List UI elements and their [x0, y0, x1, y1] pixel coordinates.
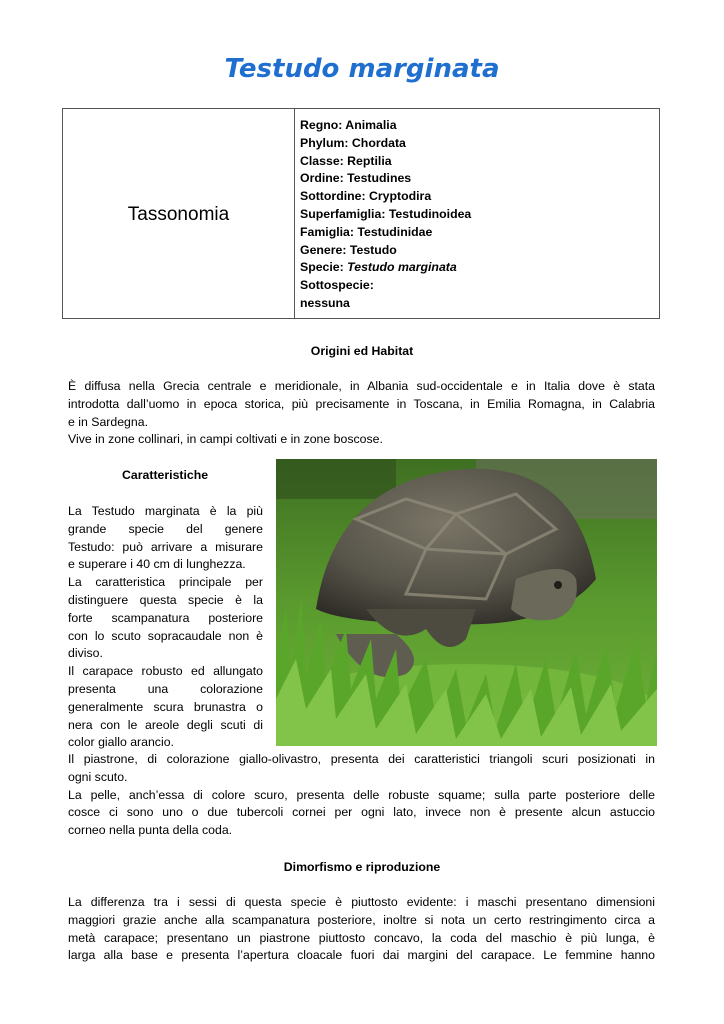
caratteristiche-line: e superare i 40 cm di lunghezza. [68, 557, 246, 572]
caratteristiche-line: La caratteristica principale per [68, 575, 263, 590]
origini-line: Vive in zone collinari, in campi coltivati e in zone boscose. [68, 432, 383, 447]
specie-label: Specie: [300, 260, 348, 275]
taxonomy-table [62, 108, 660, 319]
taxonomy-superfamiglia: Superfamiglia: Testudinoidea [300, 206, 472, 221]
taxonomy-classe: Classe: Reptilia [300, 153, 392, 168]
origini-line: È diffusa nella Grecia centrale e meridionale, in Albania sud-occidentale e in Italia dove è stata [68, 379, 655, 393]
caratteristiche-line: color giallo arancio. [68, 735, 174, 750]
caratteristiche-line: diviso. [68, 646, 103, 661]
caratteristiche-column [68, 503, 263, 752]
dimorfismo-line: metà carapace; presentano un piastrone piuttosto concavo, la coda del maschio è più lunga, è [68, 930, 655, 945]
caratteristiche-line: distinguere questa specie è la [68, 592, 263, 607]
taxonomy-regno: Regno: Animalia [300, 118, 397, 132]
caratteristiche-full-line: La pelle, anch’essa di colore scuro, presenta delle robuste squame; sulla parte posteriore delle [68, 787, 655, 802]
taxonomy-famiglia: Famiglia: Testudinidae [300, 224, 433, 239]
taxonomy-genere: Genere: Testudo [300, 242, 397, 257]
origini-line: introdotta dall’uomo in epoca storica, più precisamente in Toscana, in Emilia Romagna, in Calabria [68, 396, 655, 411]
caratteristiche-line: Il carapace robusto ed allungato [68, 664, 263, 679]
caratteristiche-title: Caratteristiche [122, 468, 209, 482]
document-title: Testudo marginata [224, 54, 500, 84]
dimorfismo-line: maggiori grazie anche alla scampanatura posteriore, inoltre si nota un certo restringimento circa a [68, 912, 655, 927]
taxonomy-heading-cell [63, 109, 295, 318]
caratteristiche-full-line: cosce ci sono uno o due tubercoli cornei per ogni lato, invece non è presente alcun astuccio [68, 805, 655, 820]
caratteristiche-line: forte scampanatura posteriore [68, 610, 263, 625]
dimorfismo-title: Dimorfismo e riproduzione [283, 860, 441, 874]
taxonomy-heading: Tassonomia [127, 204, 230, 225]
caratteristiche-line: nera con le areole degli scuti di [68, 717, 263, 732]
taxonomy-sottospecie: Sottospecie: [300, 278, 374, 293]
caratteristiche-line: generalmente scura brunastra o [68, 699, 263, 714]
origini-line: e in Sardegna. [68, 414, 148, 429]
dimorfismo-paragraph [68, 894, 655, 965]
caratteristiche-line: La Testudo marginata è la più [68, 504, 263, 518]
taxonomy-phylum: Phylum: Chordata [300, 135, 406, 150]
taxonomy-sottospecie-value: nessuna [300, 295, 350, 310]
origini-paragraph [68, 378, 655, 449]
specie-value: Testudo marginata [347, 260, 457, 275]
dimorfismo-line: La differenza tra i sessi di questa specie è piuttosto evidente: i maschi presentano dimensioni [68, 895, 655, 909]
caratteristiche-full-line: corneo nella punta della coda. [68, 823, 233, 838]
caratteristiche-line: con lo scuto sopracaudale non è [68, 628, 263, 643]
caratteristiche-full-line: Il piastrone, di colorazione giallo-olivastro, presenta dei caratteristici triangoli scuri posizionati in [68, 752, 655, 766]
taxonomy-list [300, 117, 650, 313]
caratteristiche-line: grande specie del genere [68, 521, 263, 536]
taxonomy-specie [300, 259, 650, 277]
caratteristiche-full-line: ogni scuto. [68, 769, 128, 784]
tortoise-photo [276, 459, 657, 746]
dimorfismo-line: larga alla base e presenta l’apertura cloacale fuori dai margini del carapace. Le femmine hanno [68, 948, 655, 963]
origini-title: Origini ed Habitat [310, 344, 414, 358]
caratteristiche-line: presenta una colorazione [68, 681, 263, 696]
taxonomy-ordine: Ordine: Testudines [300, 171, 412, 186]
taxonomy-sottordine: Sottordine: Cryptodira [300, 189, 432, 204]
caratteristiche-continued [68, 751, 655, 840]
caratteristiche-line: Testudo: può arrivare a misurare [68, 539, 263, 554]
